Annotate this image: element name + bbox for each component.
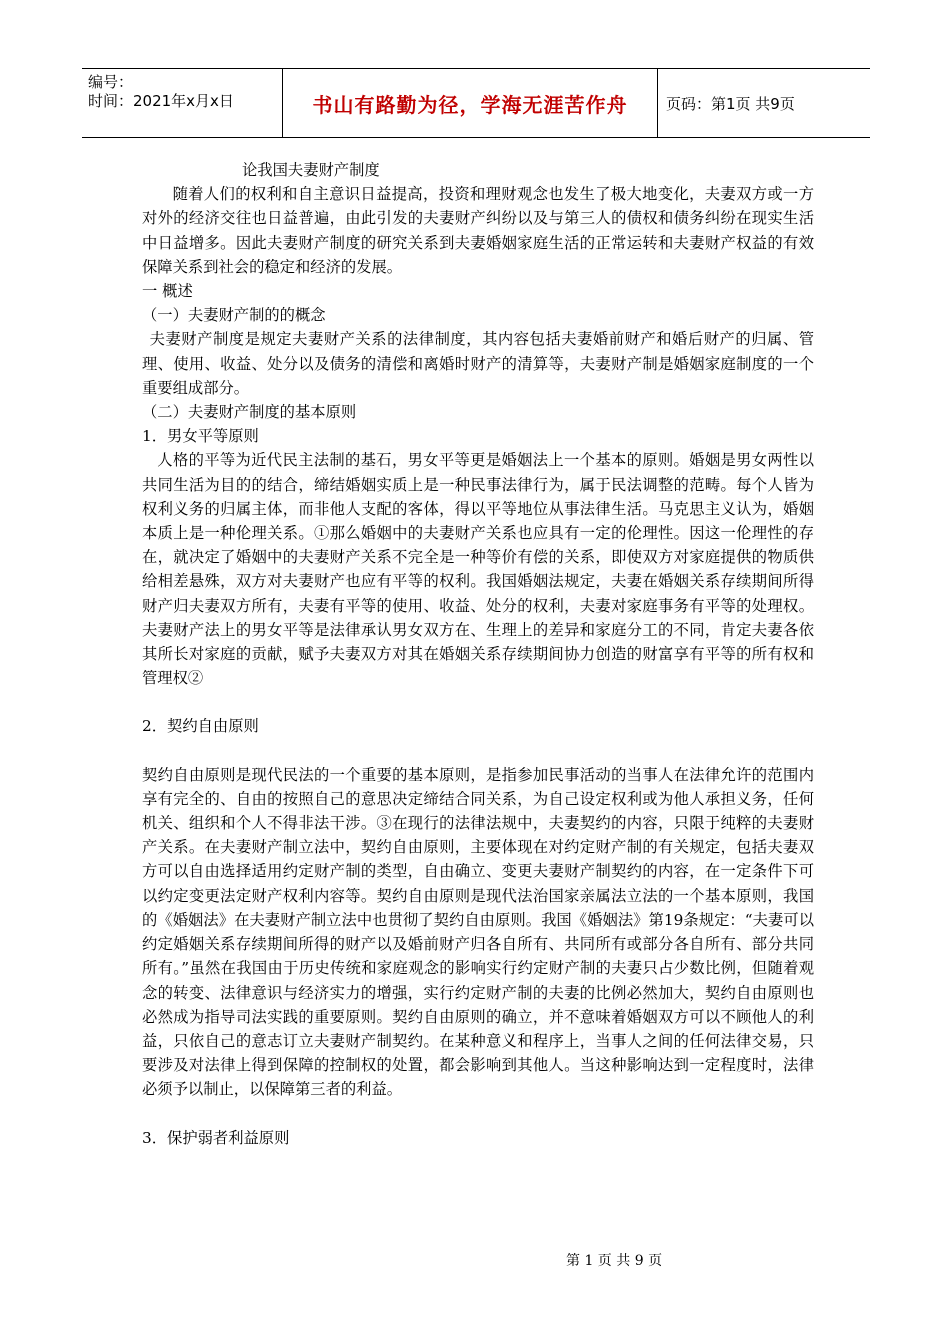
spacer <box>142 739 814 763</box>
principle-2-heading: 2．契约自由原则 <box>142 717 259 736</box>
principle-1-heading: 1．男女平等原则 <box>142 427 259 446</box>
header-meta <box>82 69 282 137</box>
page-header <box>82 68 870 138</box>
principle-1-paragraph: 人格的平等为近代民主法制的基石，男女平等更是婚姻法上一个基本的原则。婚姻是男女两性以共同生活为目的的结合，缔结婚姻实质上是一种民事法律行为，属于民法调整的范畴。每个人皆为权利义务的归属主体，而非他人支配的客体，得以平等地位从事法律生活。马克思主义认为，婚姻本质上是一种伦理关系。①那么婚姻中的夫妻财产关系也应具有一定的伦理性。因这一伦理性的存在，就决定了婚姻中的夫妻财产关系不完全是一种等价有偿的关系，即使双方对家庭提供的物质供给相差悬殊，双方对夫妻财产也应有平等的权利。我国婚姻法规定，夫妻在婚姻关系存续期间所得财产归夫妻双方所有，夫妻有平等的使用、收益、处分的权利，夫妻对家庭事务有平等的处理权。夫妻财产法上的男女平等是法律承认男女双方在、生理上的差异和家庭分工的不同，肯定夫妻各依其所长对家庭的贡献，赋予夫妻双方对其在婚姻关系存续期间协力创造的财富享有平等的所有权和管理权② <box>142 451 814 688</box>
article-title: 论我国夫妻财产制度 <box>242 161 380 179</box>
intro-paragraph: 随着人们的权利和自主意识日益提高，投资和理财观念也发生了极大地变化，夫妻双方或一方对外的经济交往也日益普遍，由此引发的夫妻财产纠纷以及与第三人的债权和债务纠纷在现实生活中日益增多。因此夫妻财产制度的研究关系到夫妻婚姻家庭生活的正常运转和夫妻财产权益的有效保障关系到社会的稳定和经济的发展。 <box>142 185 814 276</box>
header-page-info: 页码：第1页 共9页 <box>666 94 795 113</box>
subheading-principles: （二）夫妻财产制度的基本原则 <box>142 403 357 422</box>
spacer <box>142 1102 814 1126</box>
principle-2-paragraph: 契约自由原则是现代民法的一个重要的基本原则，是指参加民事活动的当事人在法律允许的范围内享有完全的、自由的按照自己的意思决定缔结合同关系，为自己设定权利或为他人承担义务，任何机关、组织和个人不得非法干涉。③在现行的法律法规中，夫妻契约的内容，只限于纯粹的夫妻财产关系。在夫妻财产制立法中，契约自由原则，主要体现在对约定财产制的有关规定，包括夫妻双方可以自由选择适用约定财产制的类型，自由确立、变更夫妻财产制契约的内容，在一定条件下可以约定变更法定财产权利内容等。契约自由原则是现代法治国家亲属法立法的一个基本原则，我国的《婚姻法》在夫妻财产制立法中也贯彻了契约自由原则。我国《婚姻法》第19条规定：“夫妻可以约定婚姻关系存续期间所得的财产以及婚前财产归各自所有、共同所有或部分各自所有、部分共同所有。”虽然在我国由于历史传统和家庭观念的影响实行约定财产制的夫妻只占少数比例，但随着观念的转变、法律意识与经济实力的增强，实行约定财产制的夫妻的比例必然加大，契约自由原则也必然成为指导司法实践的重要原则。契约自由原则的确立，并不意味着婚姻双方可以不顾他人的利益，只依自己的意志订立夫妻财产制契约。在某种意义和程序上，当事人之间的任何法律交易，只要涉及对法律上得到保障的控制权的处置，都会影响到其他人。当这种影响达到一定程度时，法律必须予以制止，以保障第三者的利益。 <box>142 765 814 1099</box>
number-label: 编号： <box>88 73 134 91</box>
subheading-concept: （一）夫妻财产制的的概念 <box>142 306 326 325</box>
article-body <box>142 158 814 1150</box>
principle-3-heading: 3．保护弱者利益原则 <box>142 1128 290 1147</box>
spacer <box>142 690 814 714</box>
concept-paragraph: 夫妻财产制度是规定夫妻财产关系的法律制度，其内容包括夫妻婚前财产和婚后财产的归属、管理、使用、收益、处分以及债务的清偿和离婚时财产的清算等，夫妻财产制是婚姻家庭制度的一个重要组成部分。 <box>142 330 814 397</box>
header-motto: 书山有路勤为径，学海无涯苦作舟 <box>282 69 658 137</box>
page-footer: 第 1 页 共 9 页 <box>566 1253 663 1269</box>
section-heading-overview: 一 概述 <box>142 282 193 301</box>
date-label: 时间：2021年x月x日 <box>88 92 234 110</box>
